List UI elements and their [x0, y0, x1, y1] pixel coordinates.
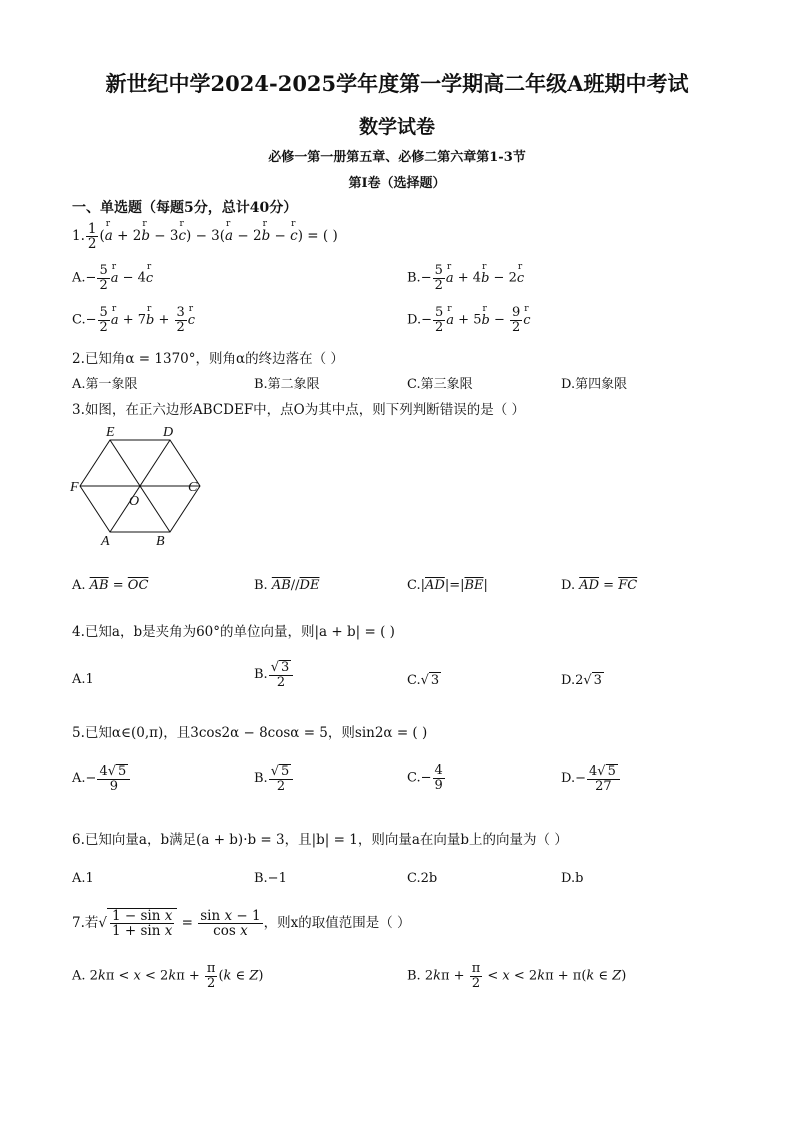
option-b: B.− $\frac{5}{2}$ r a + 4r b − 2r c — [407, 264, 524, 292]
option-b: B. $\frac{√ 3}{2}$ — [254, 660, 294, 689]
option-a: A. 2kπ < x < 2kπ + $\frac{\pi}{2}$ (k ∈ Z) — [72, 961, 264, 991]
label-o: O — [129, 494, 140, 509]
question-stem: 已知向量a，b满足(a + b)·b = 3，且|b| = 1，则向量a在向量b上的向量为（ ） — [84, 832, 568, 848]
option-d: D.第四象限 — [561, 377, 628, 392]
question-2: 2.已知角α = 1370°，则角α的终边落在（ ） — [72, 351, 344, 367]
label-a: A — [101, 534, 110, 549]
exam-part: 第Ⅰ卷（选择题） — [348, 176, 446, 191]
question-number: 1. — [72, 228, 85, 245]
label-e: E — [106, 425, 115, 440]
option-d: D.b — [561, 871, 584, 886]
question-stem: 已知角α = 1370°，则角α的终边落在（ ） — [84, 351, 344, 367]
option-c: C.− $\frac{4}{9}$ — [407, 763, 443, 793]
option-a: A. $\overline{AB} = \overline{OC}$ — [72, 578, 149, 593]
question-6: 6.已知向量a，b满足(a + b)·b = 3，且|b| = 1，则向量a在向量b上的向量为（ ） — [72, 832, 568, 848]
formula: $\frac{1}{2}$ — [87, 221, 97, 253]
option-a: A.1 — [72, 871, 94, 886]
option-c: C.第三象限 — [407, 377, 473, 392]
section-heading: 一、单选题（每题5分，总计40分） — [72, 200, 298, 216]
option-b: B. 2kπ + $\frac{\pi}{2}$ < x < 2kπ + π(k ∈ Z) — [407, 961, 627, 991]
label-f: F — [70, 480, 79, 495]
question-3: 3.如图，在正六边形ABCDEF中，点O为其中点，则下列判断错误的是（ ） — [72, 402, 526, 418]
option-d: D.− $\frac{5}{2}$ r a + 5r b − $\frac{9}{2}$ r c — [407, 306, 531, 334]
hexagon-figure — [66, 424, 216, 552]
option-c: C.− $\frac{5}{2}$ r a + 7r b + $\frac{3}{2}$ r c — [72, 306, 195, 334]
question-stem: 已知α∈(0,π)，且3cos2α − 8cosα = 5，则sin2α = ( ) — [84, 725, 428, 741]
option-b: B.−1 — [254, 871, 287, 886]
label-d: D — [163, 425, 174, 440]
option-b: B.第二象限 — [254, 377, 320, 392]
label-b: B — [156, 534, 165, 549]
option-c: C.√ 3 — [407, 673, 440, 688]
option-d: D. $\overline{AD} = \overline{FC}$ — [561, 578, 638, 593]
option-a: A.1 — [72, 672, 94, 687]
option-d: D.− $\frac{4√ 5}{27}$ — [561, 764, 621, 793]
question-stem: 已知a，b是夹角为60°的单位向量，则|a + b| = ( ) — [84, 624, 395, 640]
option-a: A.第一象限 — [72, 377, 138, 392]
question-7: 7.若√ $\frac{\text{1 − sin x}}{\text{1 + sin x}}$ = $\frac{\text{sin x − 1}}{\text{cos x}}$ ，则x的取值范围是（ ） — [72, 908, 411, 940]
option-a: A.− $\frac{4√ 5}{9}$ — [72, 764, 131, 793]
option-b: B. $\overline{AB}//\overline{DE}$ — [254, 578, 320, 593]
question-stem: ，则x的取值范围是（ ） — [263, 915, 411, 932]
option-c: C.2b — [407, 871, 438, 886]
question-1: 1. $\frac{1}{2}$ (r a + 2r b − 3r c) − 3(r a − 2r b − r c) = ( ) — [72, 222, 338, 251]
option-d: D.2√ 3 — [561, 673, 602, 688]
exam-subtitle: 数学试卷 — [358, 116, 435, 138]
option-a: A.− $\frac{5}{2}$ r a − 4r c — [72, 264, 153, 292]
question-stem: 如图，在正六边形ABCDEF中，点O为其中点，则下列判断错误的是（ ） — [84, 402, 526, 418]
label-c: C — [188, 480, 198, 495]
question-4: 4.已知a，b是夹角为60°的单位向量，则|a + b| = ( ) — [72, 624, 395, 640]
option-b: B. $\frac{√ 5}{2}$ — [254, 764, 294, 793]
question-stem: = ( ) — [303, 228, 338, 245]
option-c: $C.|\overline{AD}|=|\overline{BE}|$ — [407, 578, 488, 593]
exam-title: 新世纪中学2024-2025学年度第一学期高二年级A班期中考试 — [105, 71, 689, 96]
question-5: 5.已知α∈(0,π)，且3cos2α − 8cosα = 5，则sin2α = ( ) — [72, 725, 428, 741]
exam-scope: 必修一第一册第五章、必修二第六章第1-3节 — [268, 150, 526, 165]
